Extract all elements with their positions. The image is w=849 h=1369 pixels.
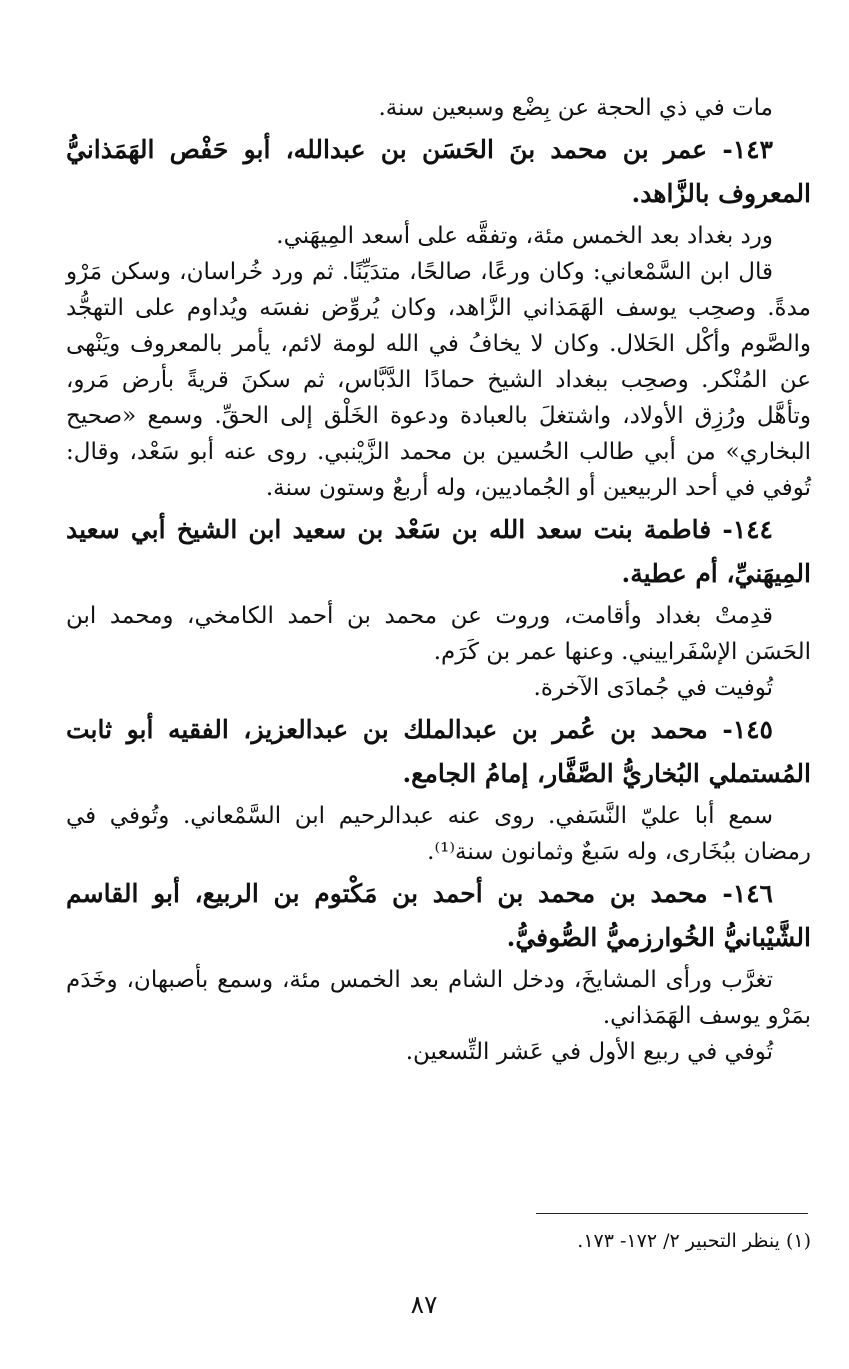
paragraph: تُوفيت في جُمادَى الآخرة. [533, 675, 773, 701]
page-number: ٨٧ [410, 1290, 438, 1319]
paragraph: تغرَّب ورأى المشايخَ، ودخل الشام بعد الخمس مئة، وسمع بأصبهان، وخَدَم بمَرْو يوسف الهَمَذاني. [66, 967, 811, 1029]
paragraph: ورد بغداد بعد الخمس مئة، وتفقَّه على أسعد المِيهَني. [276, 223, 773, 249]
main-text [66, 90, 811, 1070]
paragraph: تُوفي في ربيع الأول في عَشر التِّسعين. [405, 1039, 773, 1065]
entry-heading-143: ١٤٣- عمر بن محمد بنَ الحَسَن بن عبدالله، أبو حَفْص الهَمَذانيُّ المعروف بالزَّاهد. [66, 135, 811, 208]
entry-heading-146: ١٤٦- محمد بن محمد بن أحمد بن مَكْتوم بن الربيع، أبو القاسم الشَّيْبانيُّ الخُوارزميُّ الصُّوفيُّ. [66, 879, 811, 952]
entry-heading-145: ١٤٥- محمد بن عُمر بن عبدالملك بن عبدالعزيز، الفقيه أبو ثابت المُستملي البُخاريُّ الصَّفَّار، إمامُ الجامع. [66, 715, 811, 788]
paragraph: مات في ذي الحجة عن بِضْع وسبعين سنة. [378, 95, 773, 121]
footnote-divider [536, 1213, 808, 1214]
paragraph: قدِمتْ بغداد وأقامت، وروت عن محمد بن أحمد الكامخي، ومحمد ابن الحَسَن الإسْفَراييني. وعنها عمر بن كَرَم. [66, 603, 811, 665]
paragraph: قال ابن السَّمْعاني: وكان ورعًا، صالحًا، متدَيِّنًا. ثم ورد خُراسان، وسكن مَرْو مدةً. وصحِب يوسف الهَمَذاني الزَّاهد، وكان يُروِّض نفسَه ويُداوم على التهجُّد والصَّوم وأكْل الحَلال. وكان لا يخافُ في الله لومة لائم، يأمر بالمعروف ويَنْهى عن المُنْكر. وصحِب ببغداد الشيخ حمادًا الدَّبَّاس، ثم سكنَ قريةً بأرض مَرو، وتأهَّل ورُزِق الأولاد، واشتغلَ بالعبادة ودعوة الخَلْق إلى الحقِّ. وسمع «صحيح البخاري» من أبي طالب الحُسين بن محمد الزَّيْنبي. روى عنه أبو سَعْد، وقال: تُوفي في أحد الربيعين أو الجُماديين، وله أربعٌ وستون سنة. [66, 259, 811, 501]
entry-heading-144: ١٤٤- فاطمة بنت سعد الله بن سَعْد بن سعيد ابن الشيخ أبي سعيد المِيهَنيِّ، أم عطية. [66, 515, 811, 588]
paragraph: سمع أبا عليّ النَّسَفي. روى عنه عبدالرحيم ابن السَّمْعاني. وتُوفي في رمضان ببُخَارى، وله سَبعٌ وثمانون سنة⁽¹⁾. [66, 803, 811, 865]
footnote: (١) ينظر التحبير ٢/ ١٧٢- ١٧٣. [577, 1230, 811, 1252]
